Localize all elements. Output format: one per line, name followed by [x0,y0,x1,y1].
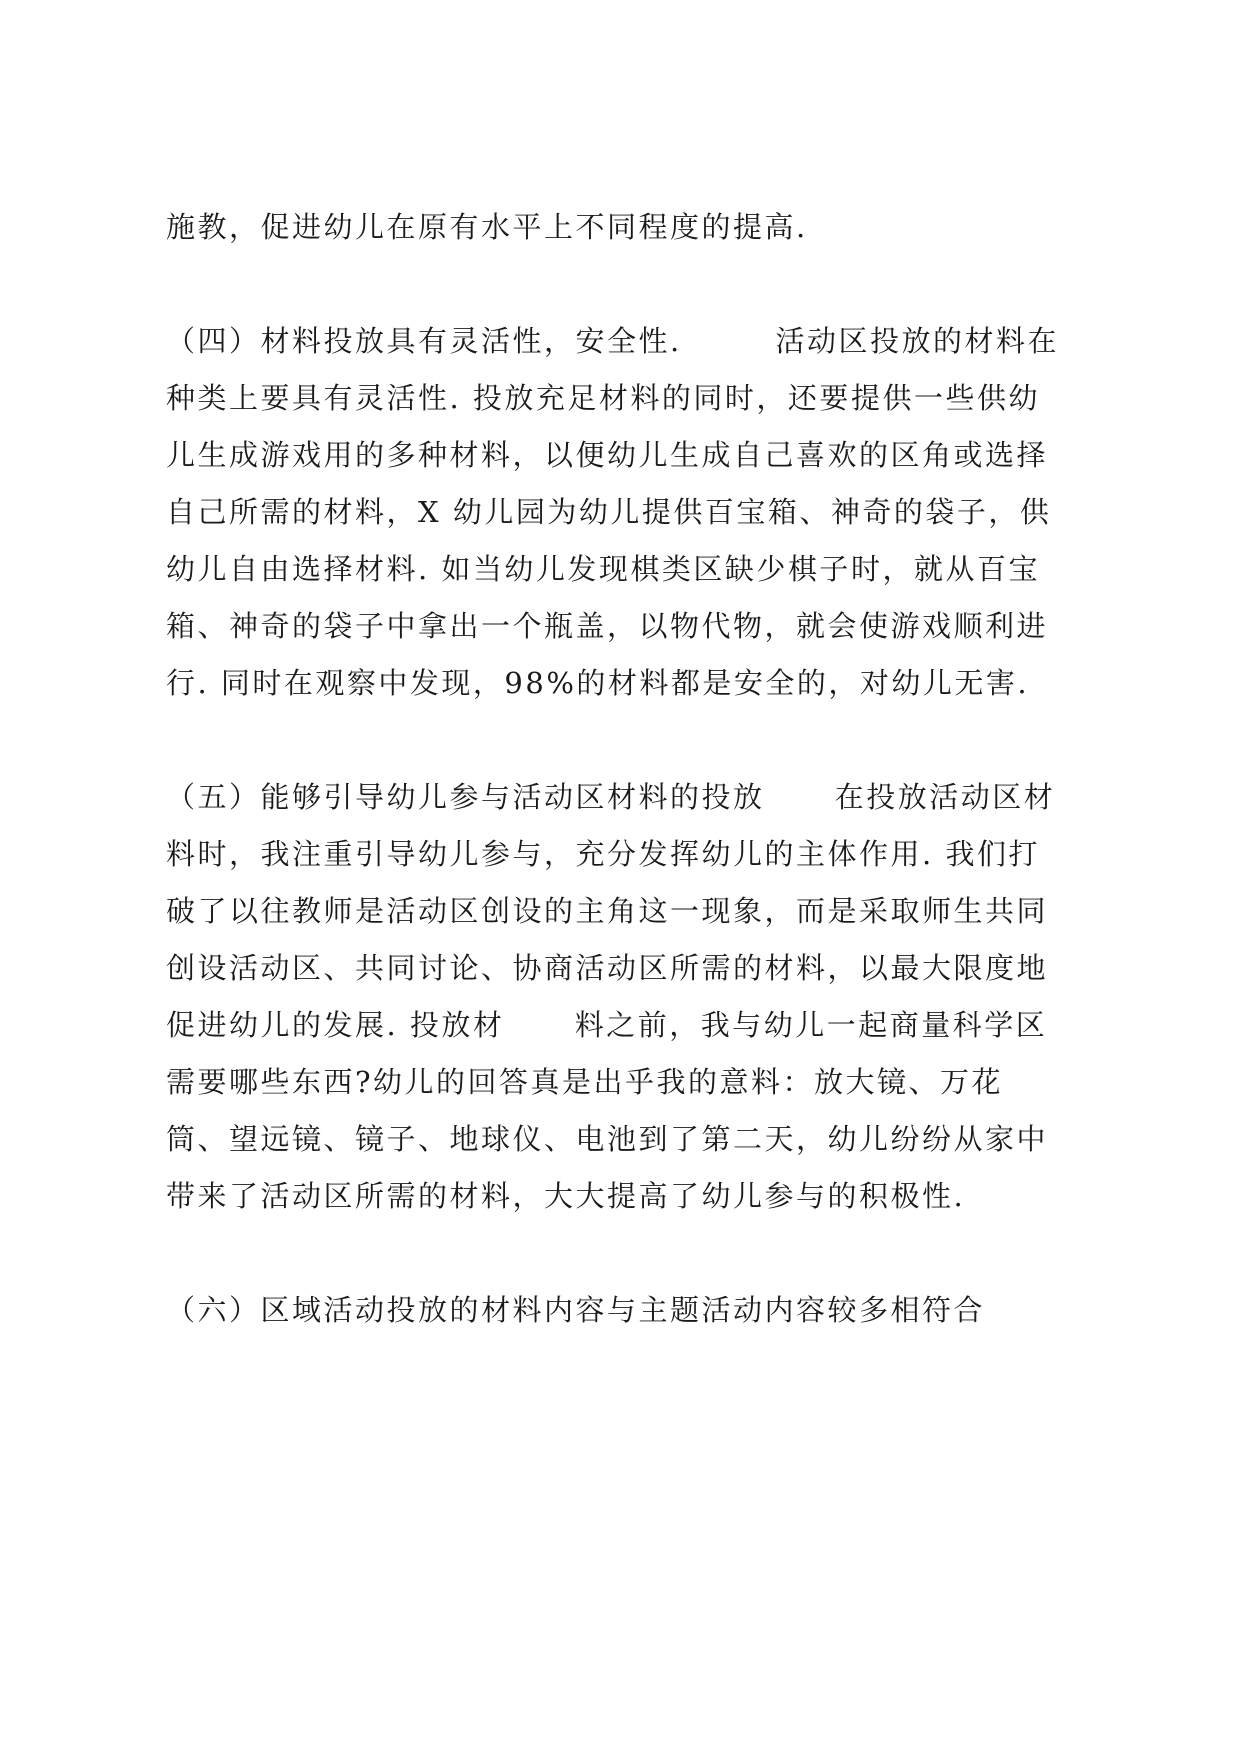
section-4-line-4: 自己所需的材料，X 幼儿园为幼儿提供百宝箱、神奇的袋子，供 [166,495,1052,529]
section-4-line-7: 行. 同时在观察中发现，98%的材料都是安全的，对幼儿无害. [166,666,1030,700]
section-5-line-5: 促进幼儿的发展. 投放材 料之前，我与幼儿一起商量科学区 [166,1008,1048,1042]
section-5-line-6: 需要哪些东西?幼儿的回答真是出乎我的意料：放大镜、万花 [166,1065,1004,1099]
section-5-line-1: （五）能够引导幼儿参与活动区材料的投放 在投放活动区材 [166,780,1056,814]
section-4-line-2: 种类上要具有灵活性. 投放充足材料的同时，还要提供一些供幼 [166,381,1040,415]
section-4-line-5: 幼儿自由选择材料. 如当幼儿发现棋类区缺少棋子时，就从百宝 [166,552,1040,586]
section-5-line-3: 破了以往教师是活动区创设的主角这一现象，而是采取师生共同 [166,894,1049,928]
section-5-line-7: 筒、望远镜、镜子、地球仪、电池到了第二天，幼儿纷纷从家中 [166,1122,1049,1156]
section-5-line-2: 料时，我注重引导幼儿参与，充分发挥幼儿的主体作用. 我们打 [166,837,1040,871]
section-5-line-8: 带来了活动区所需的材料，大大提高了幼儿参与的积极性. [166,1179,966,1213]
section-4-line-1: （四）材料投放具有灵活性，安全性. 活动区投放的材料在 [166,324,1059,358]
continuation-line: 施教，促进幼儿在原有水平上不同程度的提高. [166,210,808,244]
section-4-line-3: 儿生成游戏用的多种材料，以便幼儿生成自己喜欢的区角或选择 [166,438,1049,472]
section-4-line-6: 箱、神奇的袋子中拿出一个瓶盖，以物代物，就会使游戏顺利进 [166,609,1049,643]
section-6-line-1: （六）区域活动投放的材料内容与主题活动内容较多相符合 [166,1293,986,1327]
section-5-line-4: 创设活动区、共同讨论、协商活动区所需的材料，以最大限度地 [166,951,1049,985]
